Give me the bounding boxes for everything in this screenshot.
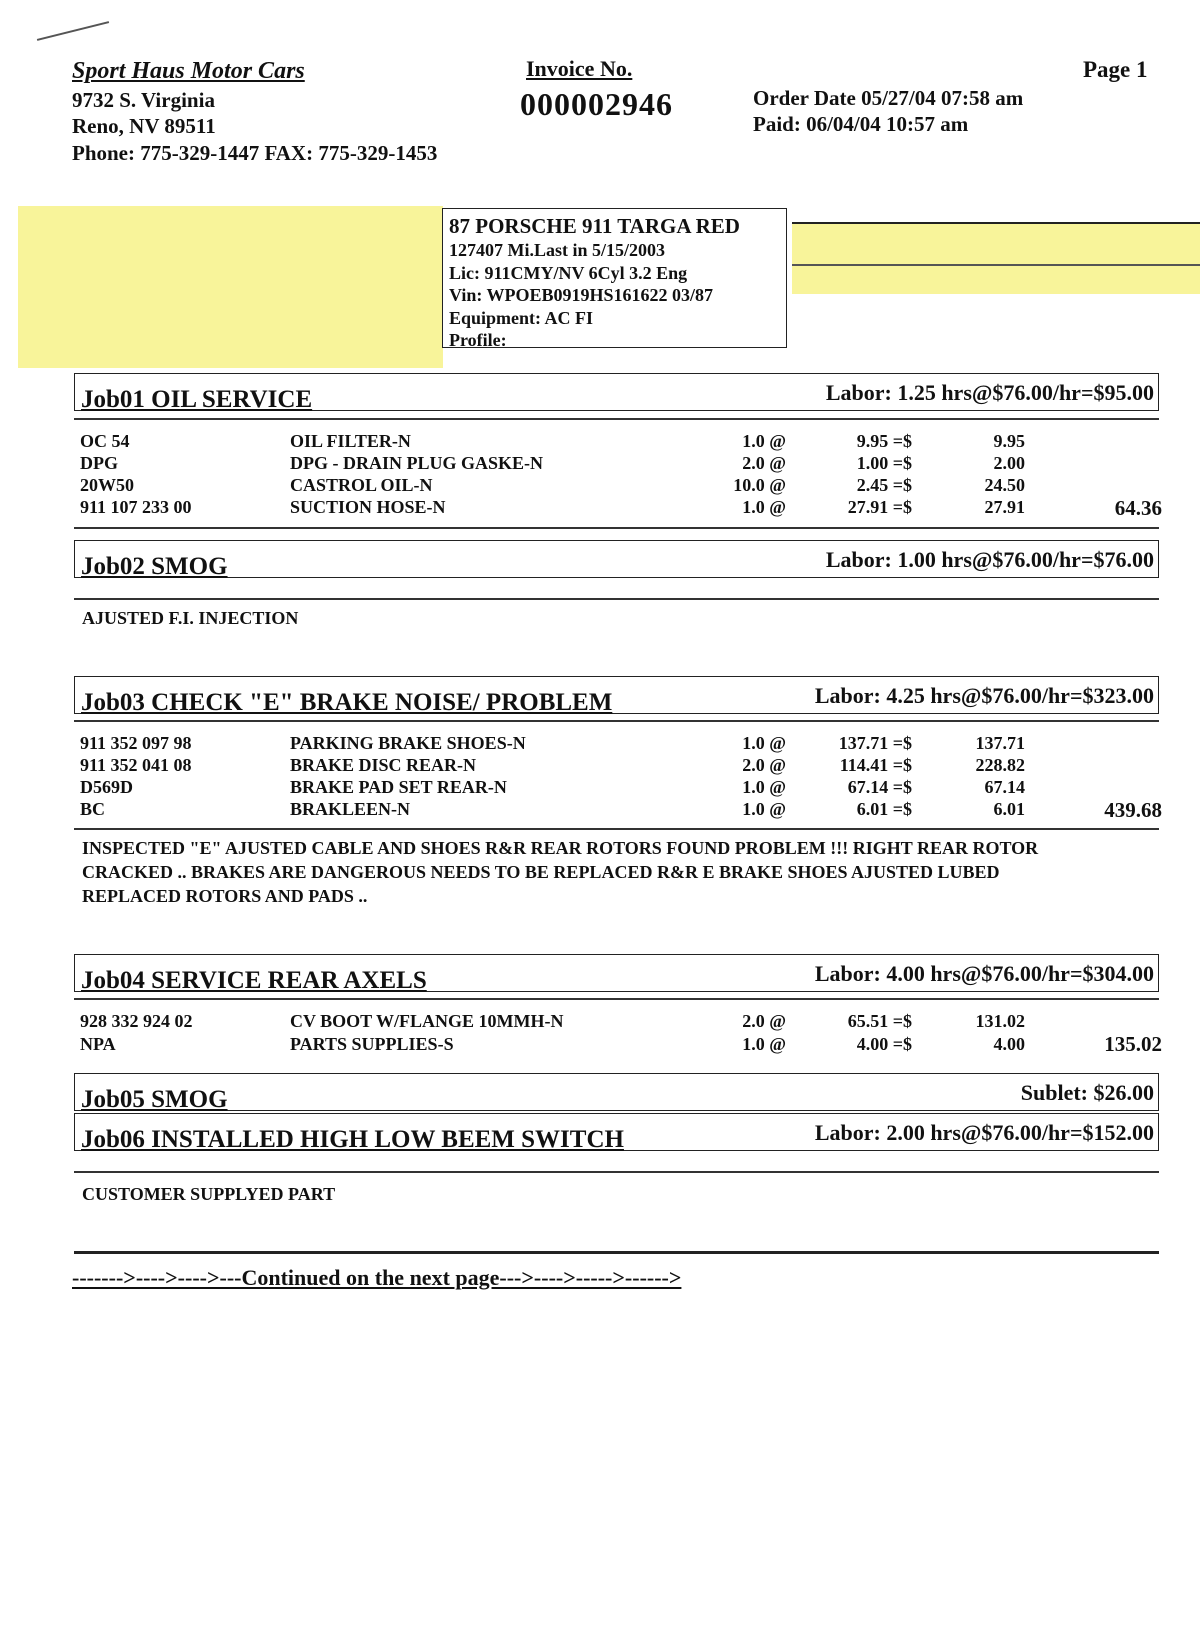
job-note: AJUSTED F.I. INJECTION — [82, 608, 299, 628]
part-row — [0, 733, 1200, 755]
part-extended: 27.91 — [984, 497, 1025, 517]
divider — [74, 828, 1159, 830]
vehicle-license: Lic: 911CMY/NV 6Cyl 3.2 Eng — [449, 262, 688, 283]
job-header — [74, 676, 1159, 714]
part-description: CV BOOT W/FLANGE 10MMH-N — [290, 1011, 564, 1031]
part-number: NPA — [80, 1034, 116, 1054]
part-number: OC 54 — [80, 431, 130, 451]
part-quantity: 1.0 @ — [742, 1034, 786, 1054]
divider — [74, 527, 1159, 529]
part-quantity: 1.0 @ — [742, 733, 786, 753]
shop-name: Sport Haus Motor Cars — [72, 58, 305, 84]
part-description: PARTS SUPPLIES-S — [290, 1034, 454, 1054]
vehicle-vin: Vin: WPOEB0919HS161622 03/87 — [449, 285, 714, 305]
part-unit-price: 114.41 =$ — [839, 755, 912, 775]
job-note-line: INSPECTED "E" AJUSTED CABLE AND SHOES R&R REAR ROTORS FOUND PROBLEM !!! RIGHT REAR ROTOR — [82, 838, 1039, 858]
part-number: 911 107 233 00 — [80, 497, 192, 517]
vehicle-profile: Profile: — [449, 330, 507, 348]
job-title: Job05 SMOG — [81, 1086, 228, 1113]
part-quantity: 2.0 @ — [742, 755, 786, 775]
part-quantity: 10.0 @ — [733, 475, 786, 495]
part-description: SUCTION HOSE-N — [290, 497, 446, 517]
part-unit-price: 65.51 =$ — [847, 1011, 912, 1031]
vehicle-mileage: 127407 Mi.Last in 5/15/2003 — [449, 240, 666, 260]
part-extended: 131.02 — [975, 1011, 1025, 1031]
part-row — [0, 1011, 1200, 1033]
part-number: 911 352 041 08 — [80, 755, 192, 775]
pen-mark — [37, 21, 109, 41]
job-note-line: REPLACED ROTORS AND PADS .. — [82, 886, 368, 906]
part-description: PARKING BRAKE SHOES-N — [290, 733, 526, 753]
divider — [74, 418, 1159, 420]
shop-address: 9732 S. Virginia — [72, 88, 215, 112]
part-quantity: 1.0 @ — [742, 777, 786, 797]
job-note: CUSTOMER SUPPLYED PART — [82, 1184, 336, 1204]
job-labor: Labor: 2.00 hrs@$76.00/hr=$152.00 — [814, 1120, 1154, 1145]
part-extended: 2.00 — [993, 453, 1025, 473]
part-unit-price: 4.00 =$ — [856, 1034, 912, 1054]
part-unit-price: 6.01 =$ — [856, 799, 912, 819]
divider — [74, 1251, 1159, 1254]
job-header — [74, 373, 1159, 411]
part-unit-price: 27.91 =$ — [847, 497, 912, 517]
part-quantity: 2.0 @ — [742, 1011, 786, 1031]
part-quantity: 1.0 @ — [742, 497, 786, 517]
order-date: Order Date 05/27/04 07:58 am — [753, 86, 1024, 110]
job-labor: Sublet: $26.00 — [1020, 1080, 1154, 1105]
part-number: 20W50 — [80, 475, 134, 495]
divider — [74, 998, 1159, 1000]
job-labor: Labor: 1.25 hrs@$76.00/hr=$95.00 — [825, 380, 1154, 405]
part-unit-price: 1.00 =$ — [856, 453, 912, 473]
part-unit-price: 9.95 =$ — [856, 431, 912, 451]
job-title: Job03 CHECK "E" BRAKE NOISE/ PROBLEM — [81, 689, 613, 716]
invoice-label: Invoice No. — [526, 56, 633, 81]
vehicle-equipment: Equipment: AC FI — [449, 307, 594, 328]
part-unit-price: 2.45 =$ — [856, 475, 912, 495]
invoice-number: 000002946 — [520, 86, 673, 122]
part-unit-price: 137.71 =$ — [838, 733, 912, 753]
part-number: D569D — [80, 777, 133, 797]
part-extended: 24.50 — [984, 475, 1025, 495]
job-header — [74, 1113, 1159, 1151]
job-labor: Labor: 4.25 hrs@$76.00/hr=$323.00 — [814, 683, 1154, 708]
redaction-highlight-left — [18, 206, 443, 368]
divider — [792, 264, 1200, 266]
job-total: 135.02 — [1104, 1032, 1162, 1056]
part-extended: 6.01 — [993, 799, 1025, 819]
job-title: Job02 SMOG — [81, 553, 228, 580]
part-row — [0, 777, 1200, 799]
redaction-highlight-right — [792, 222, 1200, 294]
job-labor: Labor: 4.00 hrs@$76.00/hr=$304.00 — [814, 961, 1154, 986]
job-total: 64.36 — [1114, 496, 1162, 520]
page-number: Page 1 — [1083, 57, 1148, 82]
part-extended: 137.71 — [975, 733, 1025, 753]
job-labor: Labor: 1.00 hrs@$76.00/hr=$76.00 — [825, 547, 1154, 572]
part-row — [0, 497, 1200, 519]
part-row — [0, 431, 1200, 453]
divider — [74, 598, 1159, 600]
part-unit-price: 67.14 =$ — [847, 777, 912, 797]
job-header — [74, 1073, 1159, 1111]
part-description: CASTROL OIL-N — [290, 475, 433, 495]
part-description: BRAKE DISC REAR-N — [290, 755, 477, 775]
part-extended: 228.82 — [975, 755, 1025, 775]
part-description: DPG - DRAIN PLUG GASKE-N — [290, 453, 544, 473]
job-note-line: CRACKED .. BRAKES ARE DANGEROUS NEEDS TO BE REPLACED R&R E BRAKE SHOES AJUSTED LUBED — [82, 862, 1000, 882]
job-header — [74, 540, 1159, 578]
part-number: 911 352 097 98 — [80, 733, 192, 753]
job-header — [74, 954, 1159, 992]
job-total: 439.68 — [1104, 798, 1162, 822]
job-title: Job04 SERVICE REAR AXELS — [81, 967, 427, 994]
part-description: OIL FILTER-N — [290, 431, 411, 451]
part-extended: 9.95 — [993, 431, 1025, 451]
part-row — [0, 453, 1200, 475]
shop-phone: Phone: 775-329-1447 FAX: 775-329-1453 — [72, 141, 438, 165]
part-extended: 4.00 — [993, 1034, 1025, 1054]
part-row — [0, 475, 1200, 497]
divider — [74, 1171, 1159, 1173]
divider — [74, 720, 1159, 722]
part-number: 928 332 924 02 — [80, 1011, 193, 1031]
part-number: DPG — [80, 453, 118, 473]
part-description: BRAKLEEN-N — [290, 799, 411, 819]
part-row — [0, 1034, 1200, 1056]
part-row — [0, 799, 1200, 821]
part-extended: 67.14 — [984, 777, 1025, 797]
continued-notice: ------->---->---->---Continued on the next page--->---->----->------> — [72, 1265, 682, 1290]
vehicle-info-box — [442, 208, 787, 348]
part-row — [0, 755, 1200, 777]
vehicle-title: 87 PORSCHE 911 TARGA RED — [449, 214, 740, 238]
part-quantity: 1.0 @ — [742, 431, 786, 451]
paid-date: Paid: 06/04/04 10:57 am — [753, 112, 969, 136]
part-number: BC — [80, 799, 106, 819]
shop-city: Reno, NV 89511 — [72, 114, 216, 138]
part-description: BRAKE PAD SET REAR-N — [290, 777, 507, 797]
job-title: Job06 INSTALLED HIGH LOW BEEM SWITCH — [81, 1126, 624, 1153]
divider — [792, 222, 1200, 224]
part-quantity: 1.0 @ — [742, 799, 786, 819]
job-title: Job01 OIL SERVICE — [81, 386, 313, 413]
part-quantity: 2.0 @ — [742, 453, 786, 473]
